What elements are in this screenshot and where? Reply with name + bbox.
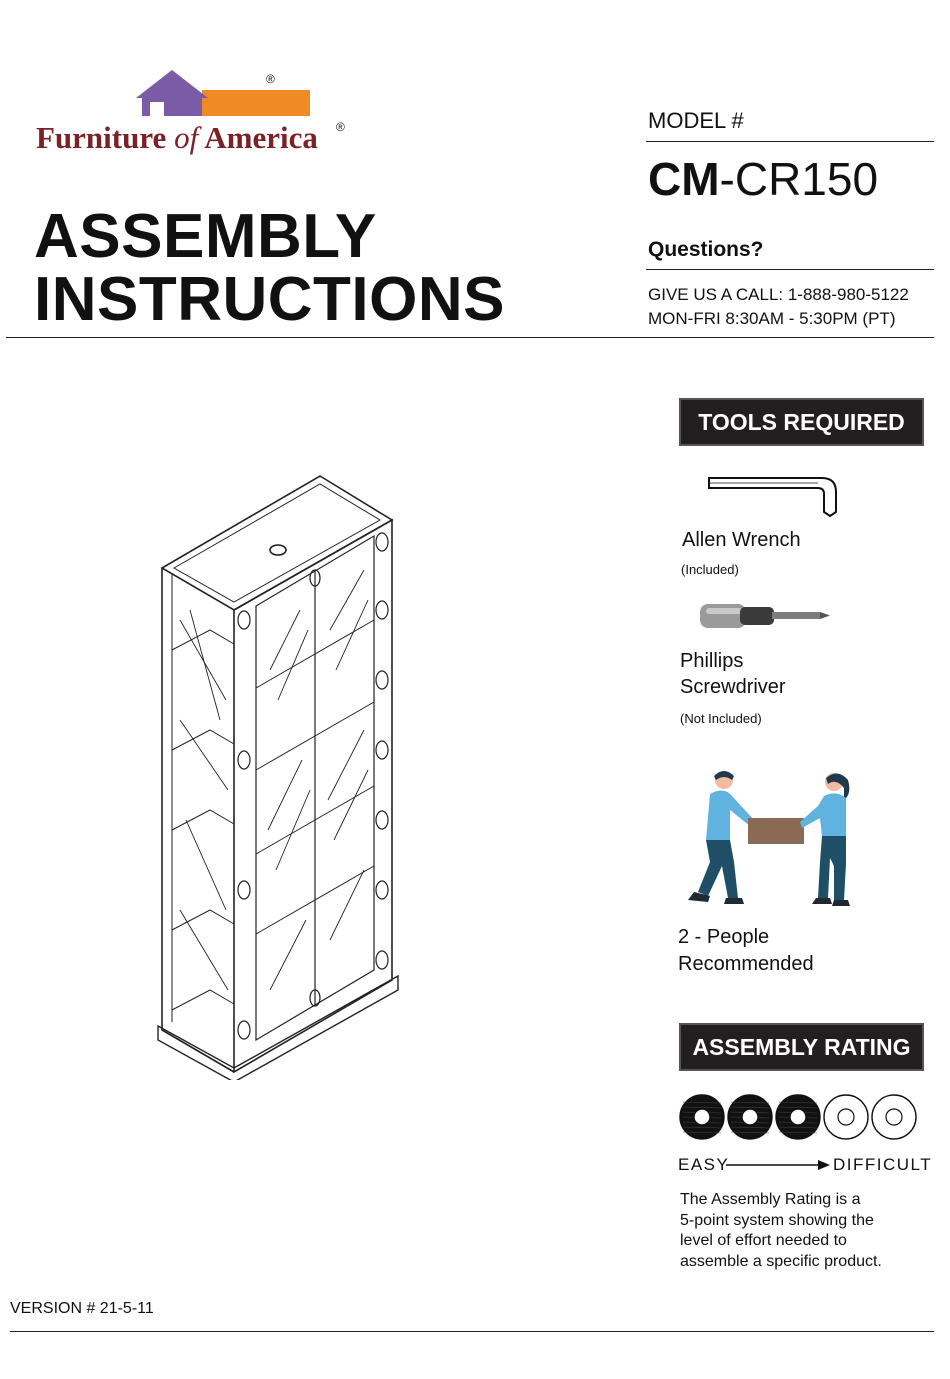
contact-hours: MON-FRI 8:30AM - 5:30PM (PT) <box>648 309 896 328</box>
allen-wrench-label: Allen Wrench <box>682 529 801 551</box>
rating-scale <box>678 1093 928 1143</box>
rating-dot-filled <box>776 1095 820 1139</box>
logo-registered-mark: ® <box>336 120 345 134</box>
allen-wrench-icon <box>706 474 842 520</box>
rating-dot-empty <box>824 1095 868 1139</box>
contact-phone: GIVE US A CALL: 1-888-980-5122 <box>648 285 909 304</box>
rating-description <box>680 1190 930 1272</box>
rating-dots <box>678 1093 928 1143</box>
model-number <box>648 152 878 206</box>
rating-description-line: 5-point system showing the <box>680 1211 874 1229</box>
screwdriver-label-line1: Phillips <box>680 650 744 672</box>
brand-name-part3: America <box>204 120 318 155</box>
logo-registered-mark-top: ® <box>266 72 275 86</box>
rating-description-line: level of effort needed to <box>680 1232 847 1249</box>
screwdriver-note: (Not Included) <box>680 711 762 726</box>
model-label: MODEL # <box>648 108 744 133</box>
people-recommended-line2: Recommended <box>678 953 814 975</box>
title-line-1: ASSEMBLY <box>34 202 377 271</box>
rating-dot-filled <box>728 1095 772 1139</box>
model-prefix: CM <box>648 153 720 205</box>
header-divider <box>6 337 934 338</box>
title-line-2: INSTRUCTIONS <box>34 265 505 334</box>
brand-name-part1: Furniture <box>36 120 167 155</box>
rating-easy-label: EASY <box>678 1155 730 1174</box>
screwdriver-label-line2: Screwdriver <box>680 676 786 698</box>
model-suffix: -CR150 <box>719 153 879 205</box>
tools-required-banner: TOOLS REQUIRED <box>679 398 924 446</box>
house-logo-icon <box>134 64 319 120</box>
rating-arrow-icon <box>726 1158 832 1172</box>
screwdriver-icon <box>696 596 832 636</box>
questions-heading: Questions? <box>648 238 764 261</box>
rating-dot-filled <box>680 1095 724 1139</box>
brand-name <box>36 120 318 156</box>
rating-description-line: The Assembly Rating is a <box>680 1191 861 1208</box>
curio-cabinet-illustration <box>150 470 410 1080</box>
version-number: VERSION # 21-5-11 <box>10 1300 154 1317</box>
rating-dot-empty <box>872 1095 916 1139</box>
brand-name-part2: of <box>174 120 199 155</box>
assembly-rating-banner: ASSEMBLY RATING <box>679 1023 924 1071</box>
people-recommended-line1: 2 - People <box>678 926 770 948</box>
questions-divider <box>646 269 934 270</box>
brand-logo <box>34 64 364 164</box>
rating-description-line: assemble a specific product. <box>680 1252 882 1270</box>
rating-difficult-label: DIFFICULT <box>833 1155 933 1174</box>
allen-wrench-note: (Included) <box>681 562 739 577</box>
two-people-carrying-icon <box>676 766 872 912</box>
model-divider <box>646 141 934 142</box>
footer-divider <box>10 1331 934 1332</box>
